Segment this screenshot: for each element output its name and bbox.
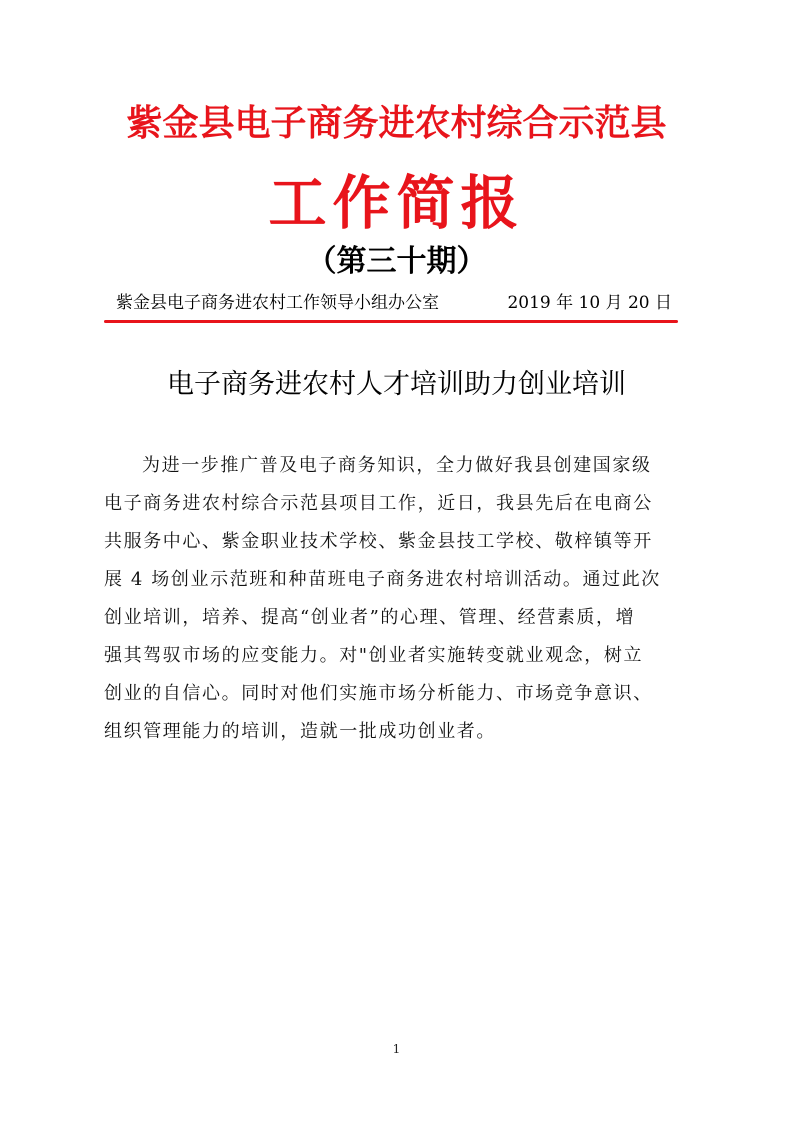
body-line: 组织管理能力的培训，造就一批成功创业者。 bbox=[104, 721, 496, 742]
body-line: 为进一步推广普及电子商务知识，全力做好我县创建国家级 bbox=[142, 455, 652, 476]
body-line: 创业的自信心。同时对他们实施市场分析能力、市场竞争意识、 bbox=[104, 683, 653, 704]
red-divider-line bbox=[104, 320, 678, 323]
body-line: 展 4 场创业示范班和种苗班电子商务进农村培训活动。通过此次 bbox=[104, 569, 661, 590]
masthead-title: 紫金县电子商务进农村综合示范县 bbox=[126, 103, 667, 144]
body-line: 强其驾驭市场的应变能力。对"创业者实施转变就业观念，树立 bbox=[104, 645, 644, 666]
issue-number: （第三十期） bbox=[306, 244, 487, 279]
article-body bbox=[104, 447, 688, 751]
masthead-subtitle: 工作简报 bbox=[268, 169, 525, 237]
body-line: 电子商务进农村综合示范县项目工作，近日，我县先后在电商公 bbox=[104, 493, 653, 514]
issue-date: 2019 年 10 月 20 日 bbox=[507, 293, 672, 313]
page-number: 1 bbox=[392, 1042, 401, 1056]
body-line: 共服务中心、紫金职业技术学校、紫金县技工学校、敬梓镇等开 bbox=[104, 531, 653, 552]
article-title: 电子商务进农村人才培训助力创业培训 bbox=[167, 369, 626, 400]
body-line: 创业培训，培养、提高“创业者”的心理、管理、经营素质，增 bbox=[104, 607, 636, 628]
issuer-name: 紫金县电子商务进农村工作领导小组办公室 bbox=[116, 293, 439, 313]
issuer-row bbox=[106, 291, 678, 315]
